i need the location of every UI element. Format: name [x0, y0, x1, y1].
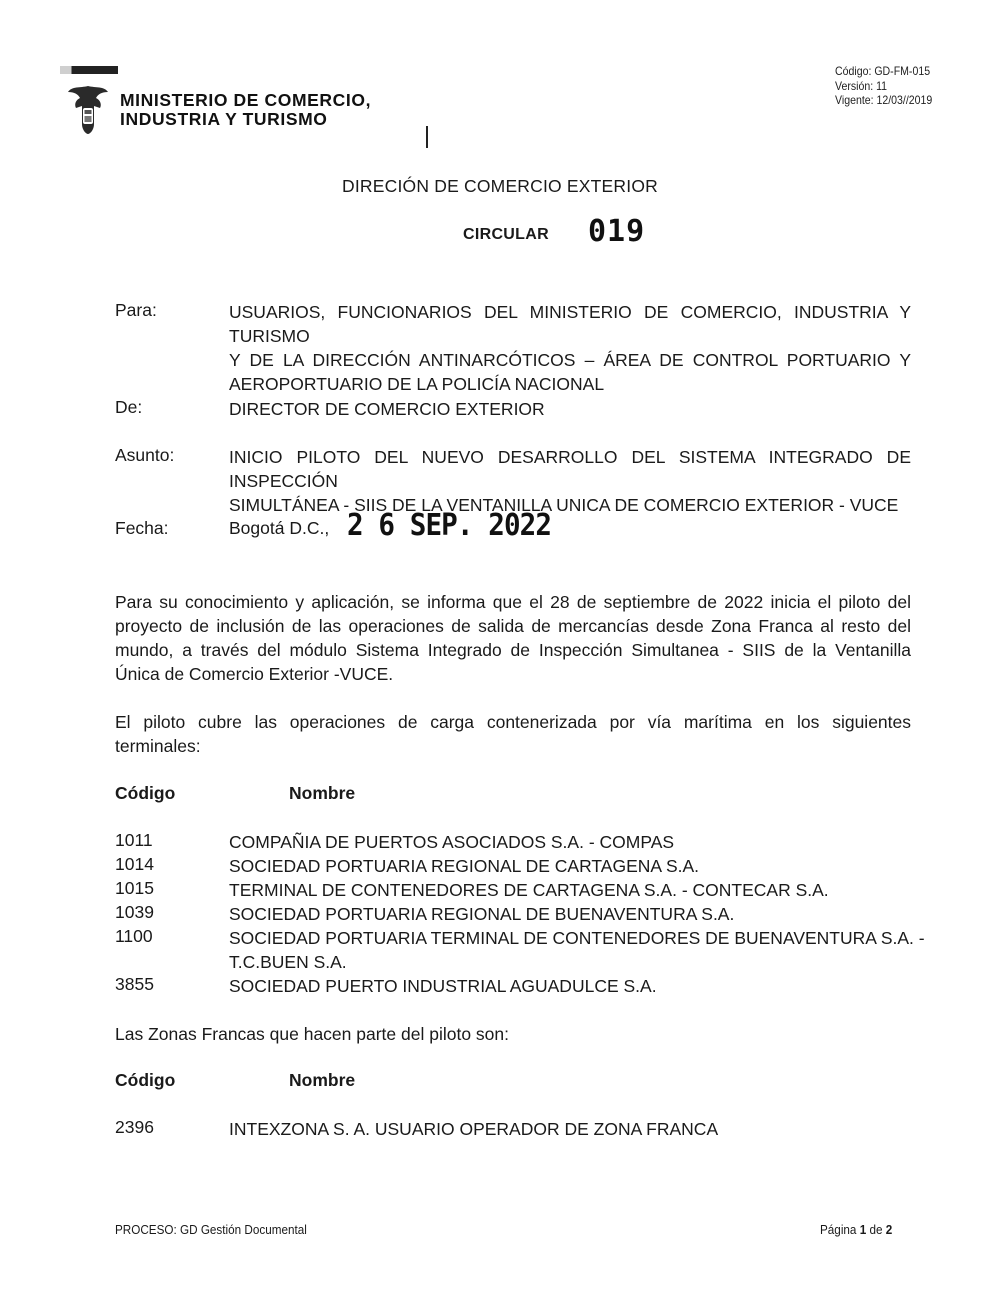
paragraph-line: mundo, a través del módulo Sistema Integrado de Inspección Simultanea - SIIS de la Ventanilla	[115, 640, 911, 660]
asunto-label: Asunto:	[115, 445, 175, 465]
page-prefix: Página	[820, 1222, 857, 1237]
coat-of-arms-icon	[66, 84, 110, 136]
table1-header-name: Nombre	[289, 783, 356, 803]
asunto-line: INICIO PILOTO DEL NUEVO DESARROLLO DEL SISTEMA INTEGRADO DE INSPECCIÓN	[229, 447, 911, 491]
scan-mark	[426, 126, 428, 148]
table1-row-name	[229, 974, 911, 998]
table1-row-name	[229, 878, 911, 902]
paragraph-line: Para su conocimiento y aplicación, se informa que el 28 de septiembre de 2022 inicia el piloto del	[115, 592, 911, 612]
letterhead-bar	[60, 66, 118, 74]
table1-row-name	[229, 830, 911, 854]
table1-row-code: 1015	[115, 878, 154, 898]
para-line: Y DE LA DIRECCIÓN ANTINARCÓTICOS – ÁREA DE CONTROL PORTUARIO Y	[229, 350, 911, 370]
para-value	[229, 300, 911, 396]
table2-row-code: 2396	[115, 1117, 154, 1137]
fecha-place: Bogotá D.C.,	[229, 518, 330, 538]
terminal-name: SOCIEDAD PORTUARIA REGIONAL DE CARTAGENA S.A.	[229, 856, 700, 876]
free-zone-name: INTEXZONA S. A. USUARIO OPERADOR DE ZONA FRANCA	[229, 1119, 719, 1139]
table1-row-code: 1011	[115, 830, 153, 850]
page-total: 2	[885, 1222, 893, 1237]
table1-row-name	[229, 926, 925, 974]
ministry-line-2: INDUSTRIA Y TURISMO	[120, 109, 328, 129]
paragraph-line: Única de Comercio Exterior -VUCE.	[115, 664, 394, 684]
body-paragraph-3: Las Zonas Francas que hacen parte del piloto son:	[115, 1024, 509, 1044]
table1-header-code: Código	[115, 783, 176, 803]
para-line: USUARIOS, FUNCIONARIOS DEL MINISTERIO DE COMERCIO, INDUSTRIA Y TURISMO	[229, 302, 911, 346]
terminal-name: TERMINAL DE CONTENEDORES DE CARTAGENA S.A. - CONTECAR S.A.	[229, 880, 829, 900]
table1-row-name	[229, 854, 911, 878]
paragraph-line: proyecto de inclusión de las operaciones de salida de mercancías desde Zona Franca al resto del	[115, 616, 911, 636]
paragraph-line: El piloto cubre las operaciones de carga contenerizada por vía marítima en los siguientes	[115, 712, 911, 732]
page-separator: de	[869, 1222, 883, 1237]
ministry-line-1: MINISTERIO DE COMERCIO,	[120, 90, 372, 110]
terminal-name: COMPAÑIA DE PUERTOS ASOCIADOS S.A. - COMPAS	[229, 832, 675, 852]
asunto-value	[229, 445, 911, 517]
table1-row-name	[229, 902, 911, 926]
table2-header-code: Código	[115, 1070, 176, 1090]
footer-process: PROCESO: GD Gestión Documental	[115, 1222, 307, 1237]
doc-version: Versión: 11	[835, 78, 888, 93]
ministry-name	[120, 91, 371, 129]
table1-row-code: 3855	[115, 974, 154, 994]
de-label: De:	[115, 397, 143, 417]
terminal-name: SOCIEDAD PORTUARIA REGIONAL DE BUENAVENTURA S.A.	[229, 904, 735, 924]
footer-page-number	[820, 1222, 892, 1237]
body-paragraph-2	[115, 710, 911, 758]
table2-header-name: Nombre	[289, 1070, 356, 1090]
de-value: DIRECTOR DE COMERCIO EXTERIOR	[229, 399, 545, 419]
doc-valid-date: Vigente: 12/03//2019	[835, 93, 933, 107]
terminal-name-cont: T.C.BUEN S.A.	[229, 952, 347, 972]
table1-row-code: 1039	[115, 902, 154, 922]
para-line: AEROPORTUARIO DE LA POLICÍA NACIONAL	[229, 374, 605, 394]
paragraph-line: terminales:	[115, 736, 201, 756]
circular-label: CIRCULAR	[463, 226, 549, 243]
para-label: Para:	[115, 300, 157, 320]
issuing-direction: DIRECIÓN DE COMERCIO EXTERIOR	[342, 176, 658, 196]
fecha-label: Fecha:	[115, 518, 169, 538]
table2-row-name	[229, 1117, 911, 1141]
doc-code: Código: GD-FM-015	[835, 64, 931, 78]
body-paragraph-1	[115, 590, 911, 686]
table1-row-code: 1100	[115, 926, 153, 946]
asunto-line: SIMULTÁNEA - SIIS DE LA VENTANILLA UNICA DE COMERCIO EXTERIOR - VUCE	[229, 495, 899, 515]
date-stamp: 2 6 SEP. 2022	[347, 508, 552, 543]
circular-number: 019	[588, 214, 646, 249]
page-current: 1	[859, 1222, 867, 1237]
document-control-info	[835, 64, 932, 108]
terminal-name: SOCIEDAD PUERTO INDUSTRIAL AGUADULCE S.A.	[229, 976, 657, 996]
table1-row-code: 1014	[115, 854, 154, 874]
terminal-name: SOCIEDAD PORTUARIA TERMINAL DE CONTENEDORES DE BUENAVENTURA S.A. -	[229, 928, 925, 948]
